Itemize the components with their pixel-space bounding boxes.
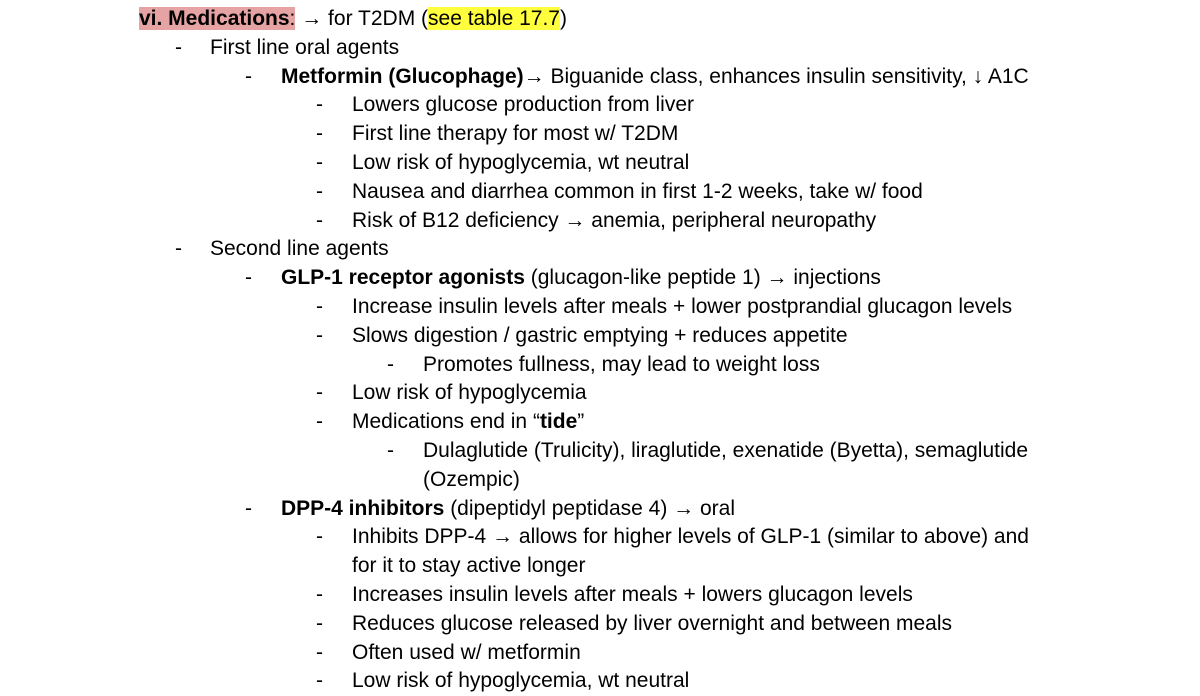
list-item	[0, 120, 1200, 149]
list-item	[0, 91, 1200, 120]
list-item	[0, 610, 1200, 639]
bullet-dash: -	[316, 150, 323, 174]
list-item-text: Lowers glucose production from liver	[352, 93, 694, 117]
list-item-text: Slows digestion / gastric emptying + reduces appetite	[352, 323, 848, 347]
section-heading	[0, 5, 1200, 34]
list-item-text: ”	[577, 410, 585, 434]
list-item	[0, 495, 1200, 524]
list-item	[0, 523, 1200, 552]
medications-heading: vi. Medications	[139, 7, 290, 30]
list-item-text: Increase insulin levels after meals + lower postprandial glucagon levels	[352, 294, 1013, 318]
list-item	[0, 264, 1200, 293]
list-item-continuation	[0, 552, 1200, 581]
bullet-dash: -	[316, 611, 323, 635]
bullet-dash: -	[316, 525, 323, 549]
bullet-dash: -	[316, 381, 323, 405]
list-item-continuation	[0, 466, 1200, 495]
metformin-desc: → Biguanide class, enhances insulin sensitivity, ↓ A1C	[523, 64, 1029, 88]
list-item	[0, 293, 1200, 322]
list-item-text: Risk of B12 deficiency → anemia, peripheral neuropathy	[352, 208, 877, 232]
list-item-text: for it to stay active longer	[352, 554, 586, 578]
list-item	[0, 322, 1200, 351]
bullet-dash: -	[175, 237, 182, 261]
bullet-dash: -	[245, 266, 252, 290]
bullet-dash: -	[316, 294, 323, 318]
list-item-text: Medications end in “	[352, 410, 540, 434]
list-item	[0, 639, 1200, 668]
list-item-text: Low risk of hypoglycemia, wt neutral	[352, 669, 690, 693]
bullet-dash: -	[316, 410, 323, 434]
bullet-dash: -	[245, 64, 252, 88]
heading-colon: :	[289, 7, 296, 30]
list-item-text: First line therapy for most w/ T2DM	[352, 122, 679, 146]
metformin-name: Metformin (Glucophage)	[281, 64, 524, 88]
list-item-text: Inhibits DPP-4 → allows for higher levels of GLP-1 (similar to above) and	[352, 525, 1029, 549]
tide-emphasis: tide	[539, 410, 578, 434]
list-item	[0, 581, 1200, 610]
list-item-text: Dulaglutide (Trulicity), liraglutide, exenatide (Byetta), semaglutide	[423, 438, 1029, 462]
bullet-dash: -	[316, 323, 323, 347]
glp1-name: GLP-1 receptor agonists	[281, 266, 525, 290]
bullet-dash: -	[316, 208, 323, 232]
list-item	[0, 207, 1200, 236]
bullet-dash: -	[245, 496, 252, 520]
list-item	[0, 34, 1200, 63]
bullet-dash: -	[316, 669, 323, 693]
list-item	[0, 667, 1200, 696]
glp1-desc: (glucagon-like peptide 1) → injections	[524, 266, 881, 290]
bullet-dash: -	[316, 640, 323, 664]
bullet-dash: -	[316, 93, 323, 117]
list-item	[0, 408, 1200, 437]
dpp4-desc: (dipeptidyl peptidase 4) → oral	[444, 496, 736, 520]
list-item-text: (Ozempic)	[423, 467, 520, 491]
bullet-dash: -	[387, 438, 394, 462]
list-item-text: Low risk of hypoglycemia	[352, 381, 587, 405]
heading-subtitle: → for T2DM (	[295, 7, 429, 30]
list-item-text: Low risk of hypoglycemia, wt neutral	[352, 150, 690, 174]
list-item	[0, 235, 1200, 264]
bullet-dash: -	[175, 35, 182, 59]
bullet-dash: -	[387, 352, 394, 376]
list-item	[0, 63, 1200, 92]
list-item	[0, 437, 1200, 466]
table-reference: see table 17.7	[428, 7, 560, 30]
list-item-text: Promotes fullness, may lead to weight loss	[423, 352, 820, 376]
bullet-dash: -	[316, 179, 323, 203]
first-line-label: First line oral agents	[210, 35, 400, 59]
list-item	[0, 178, 1200, 207]
list-item-text: Reduces glucose released by liver overnight and between meals	[352, 611, 953, 635]
list-item-text: Increases insulin levels after meals + lowers glucagon levels	[352, 582, 913, 606]
list-item	[0, 351, 1200, 380]
document-body	[0, 5, 1200, 696]
dpp4-name: DPP-4 inhibitors	[281, 496, 445, 520]
list-item-text: Often used w/ metformin	[352, 640, 581, 664]
heading-close-paren: )	[559, 7, 567, 30]
list-item-text: Nausea and diarrhea common in first 1-2 weeks, take w/ food	[352, 179, 923, 203]
list-item	[0, 379, 1200, 408]
bullet-dash: -	[316, 582, 323, 606]
second-line-label: Second line agents	[210, 237, 389, 261]
bullet-dash: -	[316, 122, 323, 146]
list-item	[0, 149, 1200, 178]
